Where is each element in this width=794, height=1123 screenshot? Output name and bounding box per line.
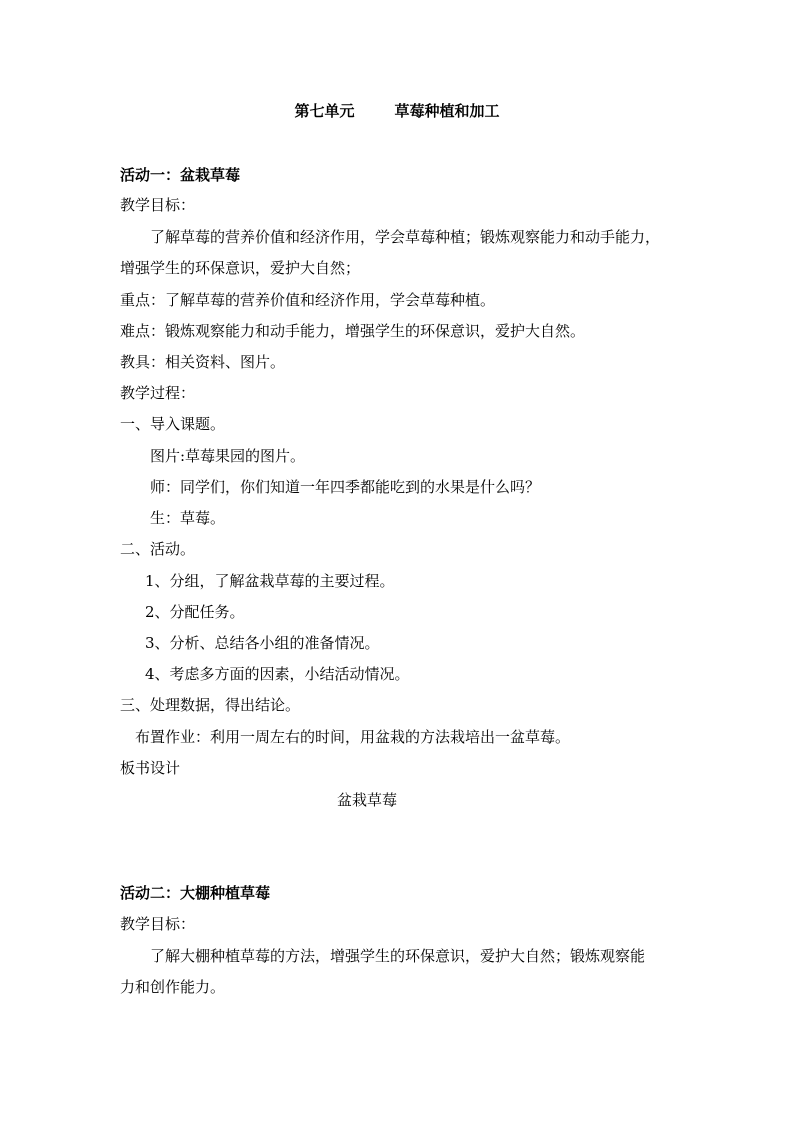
- activity1-tools: 教具：相关资料、图片。: [120, 353, 286, 371]
- activity1-sub4: 4、考虑多方面的因素，小结活动情况。: [145, 665, 410, 683]
- activity1-goal-line1: 了解草莓的营养价值和经济作用，学会草莓种植；锻炼观察能力和动手能力，: [150, 228, 661, 246]
- activity2-heading: 活动二：大棚种植草莓: [120, 884, 271, 902]
- activity1-sub2: 2、分配任务。: [145, 603, 245, 621]
- activity1-step2: 二、活动。: [120, 540, 196, 558]
- activity1-heading: 活动一：盆栽草莓: [120, 166, 241, 184]
- activity1-step1: 一、导入课题。: [120, 415, 226, 433]
- activity1-sub3: 3、分析、总结各小组的准备情况。: [145, 634, 380, 652]
- activity2-goal-line1: 了解大棚种植草莓的方法，增强学生的环保意识，爱护大自然；锻炼观察能: [150, 947, 646, 965]
- activity2-goal-label: 教学目标：: [120, 915, 196, 933]
- page-title: [0, 101, 794, 121]
- unit-number: 第七单元: [294, 102, 355, 120]
- activity1-goal-label: 教学目标：: [120, 196, 196, 214]
- activity1-step3: 三、处理数据，得出结论。: [120, 696, 301, 714]
- activity1-student-line: 生：草莓。: [150, 509, 226, 527]
- activity1-homework: 布置作业：利用一周左右的时间，用盆栽的方法栽培出一盆草莓。: [135, 728, 571, 746]
- activity1-goal-line2: 增强学生的环保意识，爱护大自然；: [120, 259, 361, 277]
- activity1-sub1: 1、分组，了解盆栽草莓的主要过程。: [145, 572, 395, 590]
- activity1-board-label: 板书设计: [120, 759, 181, 777]
- activity2-goal-line2: 力和创作能力。: [120, 978, 226, 996]
- activity1-difficulties: 难点：锻炼观察能力和动手能力，增强学生的环保意识，爱护大自然。: [120, 322, 586, 340]
- unit-name: 草莓种植和加工: [394, 102, 500, 120]
- activity1-picture: 图片:草莓果园的图片。: [150, 447, 306, 465]
- activity1-teacher-line: 师：同学们，你们知道一年四季都能吃到的水果是什么吗？: [150, 478, 541, 496]
- activity1-key-points: 重点：了解草莓的营养价值和经济作用，学会草莓种植。: [120, 291, 496, 309]
- activity1-process-label: 教学过程：: [120, 384, 196, 402]
- activity1-board-title: 盆栽草莓: [337, 791, 398, 809]
